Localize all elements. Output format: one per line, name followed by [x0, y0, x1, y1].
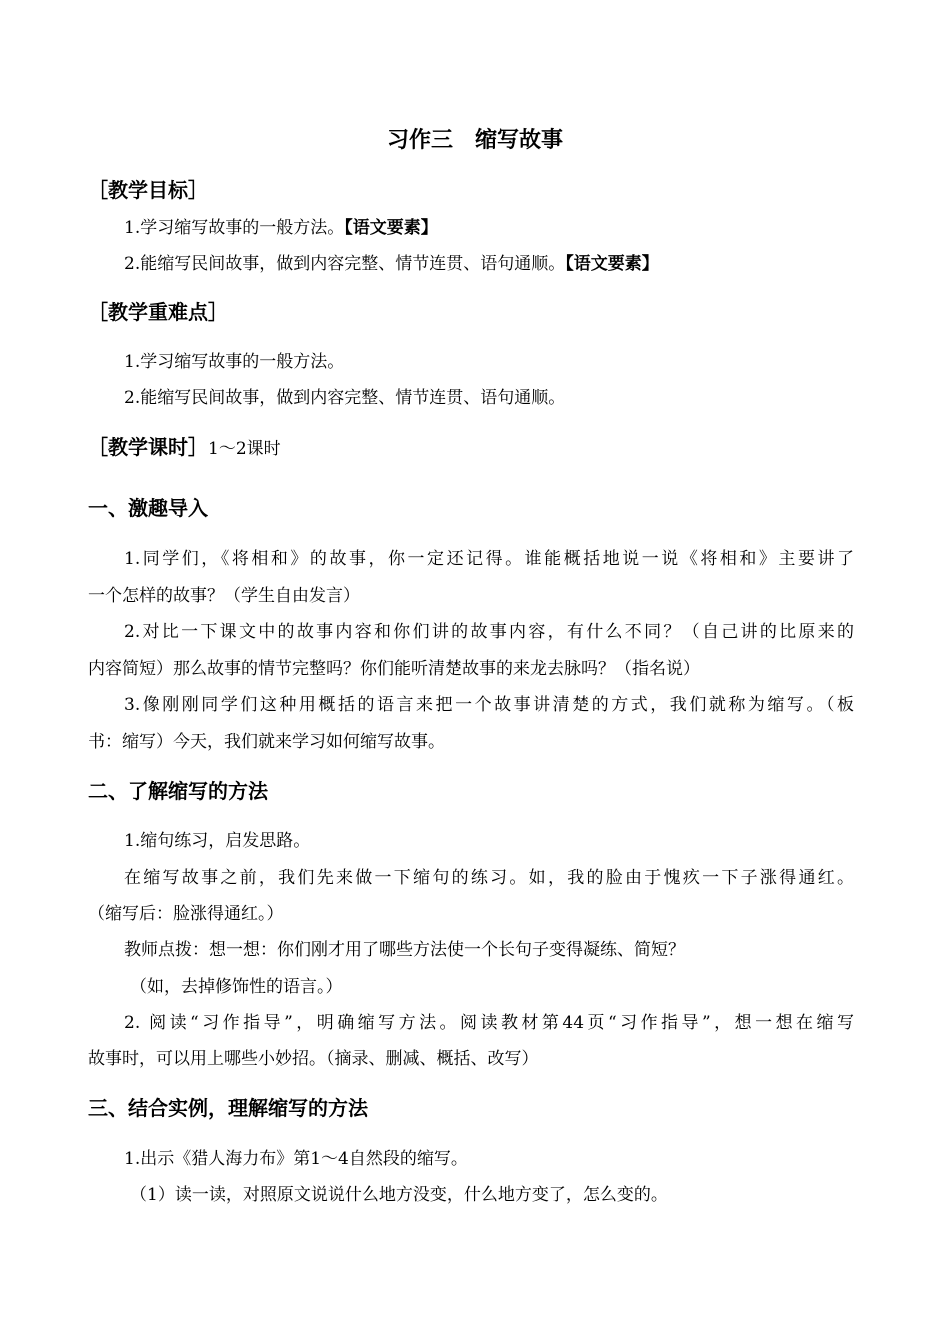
periods-heading: [88, 433, 281, 463]
paragraph-line: （缩写后：脸涨得通红。）: [88, 904, 284, 924]
paragraph-line: 1.缩句练习，启发思路。: [124, 831, 311, 851]
objectives-heading: [88, 176, 208, 204]
key-point-item-2: 2.能缩写民间故事，做到内容完整、情节连贯、语句通顺。: [124, 388, 566, 408]
key-point-item-1: 1.学习缩写故事的一般方法。: [124, 352, 345, 372]
paragraph-line: 1.同学们，《将相和》的故事，你一定还记得。谁能概括地说一说《将相和》主要讲了: [124, 549, 854, 569]
key-points-heading: [88, 298, 228, 326]
key-points-heading-text: ［教学重难点］: [88, 300, 228, 324]
section-heading-3: 三、结合实例，理解缩写的方法: [88, 1096, 368, 1120]
objective-tag: 【语文要素】: [344, 218, 438, 238]
paragraph-line: 2. 阅读“习作指导”，明确缩写方法。阅读教材第44页“习作指导”，想一想在缩写: [124, 1013, 854, 1033]
paragraph-line: 1.出示《猎人海力布》第1～4自然段的缩写。: [124, 1149, 468, 1169]
paragraph-line: 书：缩写）今天，我们就来学习如何缩写故事。: [88, 732, 445, 752]
paragraph-line: 3.像刚刚同学们这种用概括的语言来把一个故事讲清楚的方式，我们就称为缩写。（板: [124, 695, 854, 715]
document-title: 习作三 缩写故事: [386, 128, 563, 153]
objective-item-1: [124, 215, 438, 241]
objective-text: 1.学习缩写故事的一般方法。: [124, 218, 345, 238]
section-heading-1: 一、激趣导入: [88, 496, 208, 520]
objectives-heading-text: ［教学目标］: [88, 178, 208, 202]
periods-heading-text: ［教学课时］: [88, 435, 208, 459]
paragraph-line: 内容简短）那么故事的情节完整吗？你们能听清楚故事的来龙去脉吗？（指名说）: [88, 659, 700, 679]
objective-tag: 【语文要素】: [565, 254, 659, 274]
paragraph-line: 一个怎样的故事？（学生自由发言）: [88, 586, 360, 606]
paragraph-line: 在缩写故事之前，我们先来做一下缩句的练习。如，我的脸由于愧疚一下子涨得通红。: [124, 868, 854, 888]
paragraph-line: 故事时，可以用上哪些小妙招。（摘录、删减、概括、改写）: [88, 1049, 539, 1069]
objective-item-2: [124, 251, 659, 277]
periods-value: 1～2课时: [208, 439, 281, 459]
paragraph-line: 2.对比一下课文中的故事内容和你们讲的故事内容，有什么不同？（自己讲的比原来的: [124, 622, 854, 642]
paragraph-line: （1）读一读，对照原文说说什么地方没变，什么地方变了，怎么变的。: [130, 1185, 668, 1205]
section-heading-2: 二、了解缩写的方法: [88, 779, 268, 803]
paragraph-line: 教师点拨：想一想：你们刚才用了哪些方法使一个长句子变得凝练、简短？: [124, 940, 685, 960]
paragraph-line: （如，去掉修饰性的语言。）: [130, 977, 343, 997]
objective-text: 2.能缩写民间故事，做到内容完整、情节连贯、语句通顺。: [124, 254, 566, 274]
